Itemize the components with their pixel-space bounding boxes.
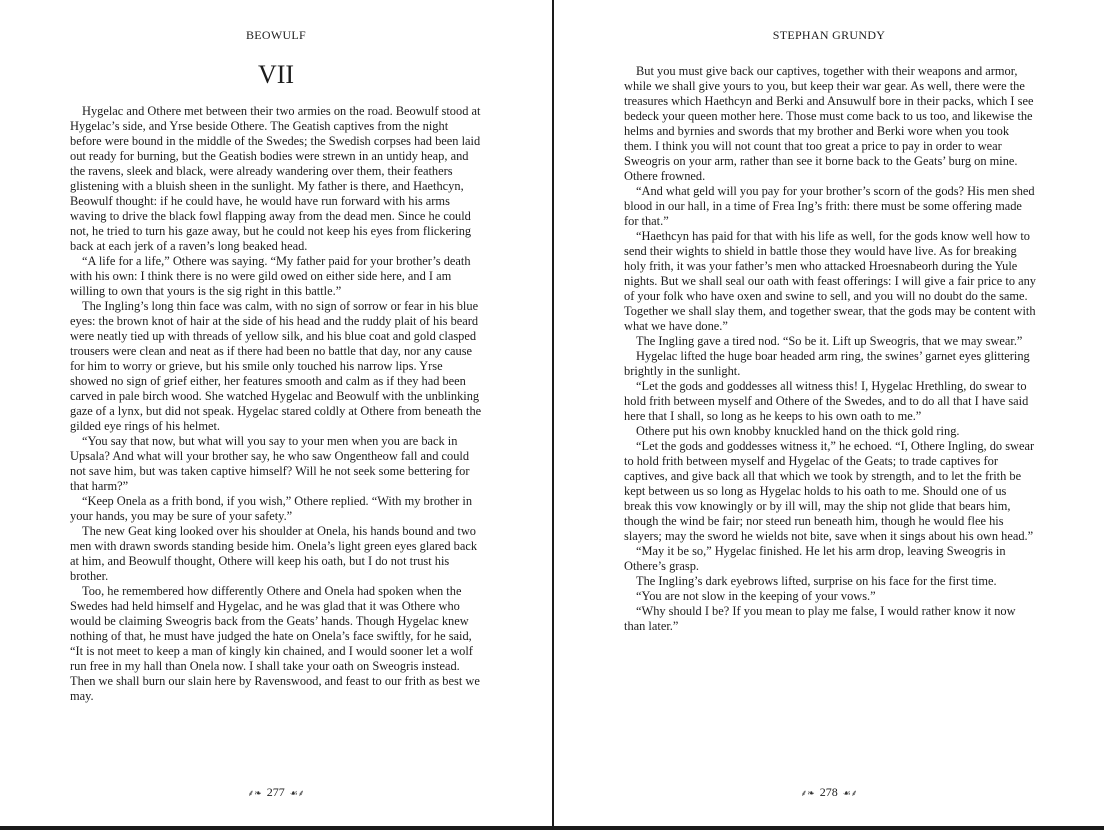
chapter-title: VII bbox=[257, 60, 295, 89]
paragraph: “A life for a life,” Othere was saying. “My father paid for your brother’s death with his own: I think there is no were gild owed on either side here, and I am willing to own that yours is the sig right in this battle.” bbox=[70, 254, 471, 298]
folio-ornament-icon: ⸙❧ bbox=[247, 788, 262, 798]
page-number-left bbox=[0, 785, 552, 800]
paragraph: Othere put his own knobby knuckled hand on the thick gold ring. bbox=[636, 424, 960, 438]
paragraph: Hygelac lifted the huge boar headed arm ring, the swines’ garnet eyes glittering brightly in the sunlight. bbox=[624, 349, 1030, 378]
paragraph: “You say that now, but what will you say to your men when you are back in Upsala? And what will your brother say, he who saw Ongentheow fall and could not save him, but was taken captive himself? Will he not seek some bettering for that harm?” bbox=[70, 434, 470, 493]
paragraph: “Haethcyn has paid for that with his life as well, for the gods know well how to send their wights to shield in battle those they would have live. As for breaking holy frith, it was your father’s men who attacked Hroesnabeorh during the Yule nights. But we shall seal our oath with feast offerings: I will give a fair price to any of your folk who have oxen and swine to sell, and you will no doubt do the same. Together we shall slay them, and together swear, that the gods may be content with what we have done.” bbox=[624, 229, 1037, 333]
right-page-body bbox=[624, 64, 1036, 634]
paragraph: “Keep Onela as a frith bond, if you wish,” Othere replied. “With my brother in your hands, you may be sure of your safety.” bbox=[70, 494, 473, 523]
paragraph: Too, he remembered how differently Othere and Onela had spoken when the Swedes had held himself and Hygelac, and he was glad that it was Othere who would be claiming Sweogris back from the Geats’ hands. Though Hygelac knew nothing of that, he must have judged the hate on Onela’s face swiftly, for he said, “It is not meet to keep a man of kingly kin chained, and I would sooner let a wolf run free in my hall than Onela now. I shall take your oath on Sweogris instead. Then we shall burn our slain here by Ravenswood, and feast to our frith as best we may. bbox=[70, 584, 480, 703]
paragraph: The Ingling gave a tired nod. “So be it. Lift up Sweogris, that we may swear.” bbox=[636, 334, 1023, 348]
running-head-right: STEPHAN GRUNDY bbox=[772, 28, 886, 42]
folio-ornament-icon: ☙⸙ bbox=[289, 788, 305, 798]
page-number: 277 bbox=[266, 785, 285, 799]
folio-ornament-icon: ⸙❧ bbox=[800, 788, 815, 798]
right-page bbox=[554, 0, 1104, 826]
paragraph: “Let the gods and goddesses all witness this! I, Hygelac Hrethling, do swear to hold frith between myself and Othere of the Swedes, and to do all that I have said here that I shall, so long as he keeps to his own oath to me.” bbox=[624, 379, 1029, 423]
paragraph: The Ingling’s dark eyebrows lifted, surprise on his face for the first time. bbox=[636, 574, 997, 588]
paragraph: “And what geld will you pay for your brother’s scorn of the gods? His men shed blood in our hall, in a time of Frea Ing’s frith: there must be some offering made for that.” bbox=[624, 184, 1035, 228]
left-page bbox=[0, 0, 552, 826]
running-head-left: BEOWULF bbox=[245, 28, 307, 42]
page-number: 278 bbox=[819, 785, 838, 799]
paragraph: Hygelac and Othere met between their two armies on the road. Beowulf stood at Hygelac’s side, and Yrse beside Othere. The Geatish captives from the night before were bound in the middle of the Swedes; the Swedish corpses had been laid out ready for burning, but the Geatish bodies were strewn in an untidy heap, and the ravens, sleek and black, were already wandering over them, their feathers glistening with a bluish sheen in the sunlight. My father is there, and Haethcyn, Beowulf thought: if he could have, he would have run forward with his arms waving to drive the black fowl flapping away from the dead men. Since he could not, he tried to turn his gaze away, but he could not keep his eyes from flickering back at each jerk of a raven’s long beaked head. bbox=[70, 104, 481, 253]
page-number-right bbox=[554, 785, 1104, 800]
paragraph: “May it be so,” Hygelac finished. He let his arm drop, leaving Sweogris in Othere’s grasp. bbox=[624, 544, 1006, 573]
paragraph: “Let the gods and goddesses witness it,” he echoed. “I, Othere Ingling, do swear to hold frith between myself and Hygelac of the Geats; to trade captives for captives, and give back all that which we took by strength, and to let the frith be kept between us so long as Hygelac holds to his oath to me. Should one of us break this vow knowingly or by ill will, may the ship not glide that bears him, though the wind be fair; nor steed run beneath him, though he would flee his slayers; may the sword he wields not bite, save when it sings about his own head.” bbox=[624, 439, 1035, 543]
left-page-body bbox=[70, 104, 482, 704]
paragraph: The Ingling’s long thin face was calm, with no sign of sorrow or fear in his blue eyes: the brown knot of hair at the side of his head and the ruddy plait of his beard were neatly tied up with threads of yellow silk, and his blue coat and gold clasped trousers were clean and neat as if there had been no battle that day, nor any cause for him to worry or grieve, but his smile only touched his narrow lips. Yrse showed no sign of grief either, her features smooth and calm as if they had been carved in pale birch wood. She watched Hygelac and Beowulf with the unblinking gaze of a lynx, but did not speak. Hygelac stared coldly at Othere from beneath the gilded eye rings of his helmet. bbox=[70, 299, 482, 433]
folio-ornament-icon: ☙⸙ bbox=[842, 788, 858, 798]
paragraph: The new Geat king looked over his shoulder at Onela, his hands bound and two men with drawn swords standing beside him. Onela’s light green eyes glared back at him, and Beowulf thought, Othere will keep his oath, but I do not trust his brother. bbox=[70, 524, 478, 583]
paragraph: “Why should I be? If you mean to play me false, I would rather know it now than later.” bbox=[624, 604, 1016, 633]
paragraph: “You are not slow in the keeping of your vows.” bbox=[636, 589, 876, 603]
paragraph: But you must give back our captives, together with their weapons and armor, while we shall give yours to you, but keep their war gear. As well, there were the treasures which Haethcyn and Berki and Ansuwulf bore in their packs, which I see bedeck your queen mother here. Those must come back to us too, and likewise the helms and byrnies and swords that my brother and Berki wore when you took them. I think you will not count that too great a price to pay in order to wear Sweogris on your arm, rather than see it borne back to the Geats’ burg on mine. Othere frowned. bbox=[624, 64, 1034, 183]
